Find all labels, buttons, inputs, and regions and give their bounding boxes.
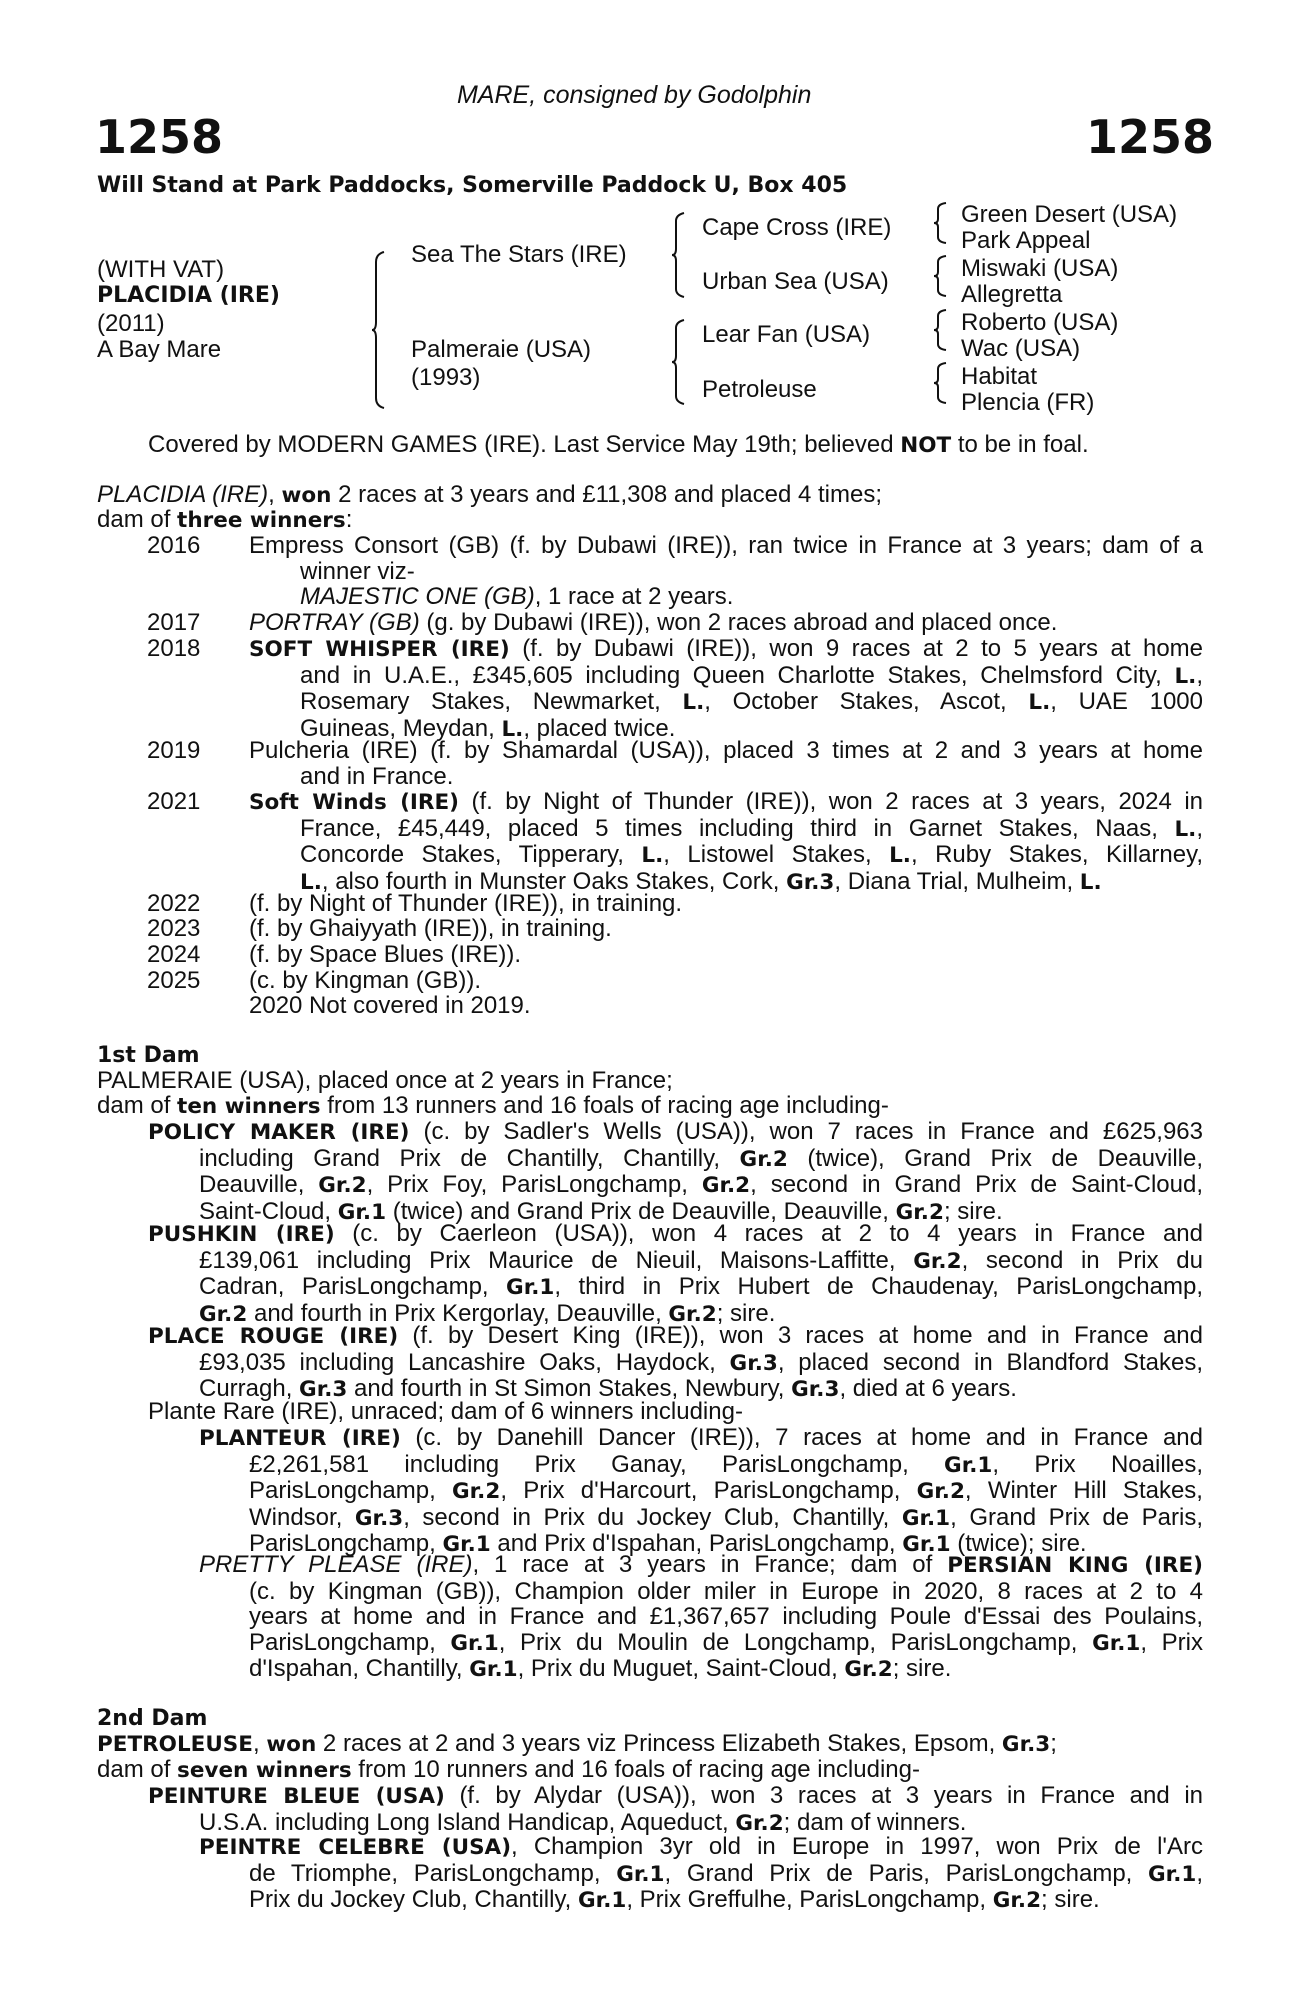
pedigree-dam-dam: Petroleuse <box>702 376 817 403</box>
foal-year: 2017 <box>147 609 201 636</box>
foal-2018: SOFT WHISPER (IRE) (f. by Dubawi (IRE)), won 9 races at 2 to 5 years at home and in U.A.E., £345,605 including Queen Charlotte Stakes, Chelmsford City, L., Rosemary Stakes, Newmarket, L., October Stakes, Ascot, L., UAE 1000 Guineas, Meydan, L., placed twice. <box>249 635 1204 742</box>
covered-note: Covered by MODERN GAMES (IRE). Last Service May 19th; believed NOT to be in foal. <box>148 431 1089 458</box>
stand-location: Will Stand at Park Paddocks, Somerville Paddock U, Box 405 <box>97 173 848 198</box>
pedigree-sire: Sea The Stars (IRE) <box>411 241 627 268</box>
peintre-celebre-entry: PEINTRE CELEBRE (USA), Champion 3yr old in Europe in 1997, won Prix de l'Arc de Triomphe, ParisLongchamp, Gr.1, Grand Prix de Paris, ParisLongchamp, Gr.1, Prix du Jockey Club, Chantilly, Gr.1, Prix Greffulhe, ParisLongchamp, Gr.2; sire. <box>199 1833 1204 1913</box>
pedigree-bracket-ss <box>934 203 948 243</box>
pedigree-dds: Habitat <box>961 363 1038 390</box>
foal-2024: (f. by Space Blues (IRE)). <box>249 941 522 968</box>
pedigree-sdd: Allegretta <box>961 281 1063 308</box>
pedigree-sds: Miswaki (USA) <box>961 255 1119 282</box>
pedigree-bracket-ds <box>934 310 948 350</box>
pedigree-dam: Palmeraie (USA) <box>411 336 592 363</box>
pedigree-dam-year: (1993) <box>411 364 481 391</box>
pedigree-bracket-sd <box>934 256 948 296</box>
plante-rare-entry: Plante Rare (IRE), unraced; dam of 6 winners including- <box>148 1398 743 1425</box>
pedigree-dss: Roberto (USA) <box>961 309 1119 336</box>
foal-year: 2018 <box>147 635 201 662</box>
pedigree-sss: Green Desert (USA) <box>961 201 1178 228</box>
planteur-entry: PLANTEUR (IRE) (c. by Danehill Dancer (IRE)), 7 races at home and in France and £2,261,581 including Prix Ganay, ParisLongchamp, Gr.1, Prix Noailles, ParisLongchamp, Gr.2, Prix d'Harcourt, ParisLongchamp, Gr.2, Winter Hill Stakes, Windsor, Gr.3, second in Prix du Jockey Club, Chantilly, Gr.1, Grand Prix de Paris, ParisLongchamp, Gr.1 and Prix d'Ispahan, ParisLongchamp, Gr.1 (twice); sire. <box>199 1424 1203 1557</box>
foal-2019: Pulcheria (IRE) (f. by Shamardal (USA)), placed 3 times at 2 and 3 years at home and in France. <box>249 737 1203 790</box>
dam-of-summary: dam of three winners: <box>97 506 353 533</box>
pedigree-sire-dam: Urban Sea (USA) <box>702 268 889 295</box>
horse-description: A Bay Mare <box>97 336 222 363</box>
foal-2023: (f. by Ghaiyyath (IRE)), in training. <box>249 915 612 942</box>
pedigree-ddd: Plencia (FR) <box>961 389 1095 416</box>
foal-year: 2025 <box>147 967 201 994</box>
not-covered-note: 2020 Not covered in 2019. <box>249 992 531 1019</box>
pedigree-bracket-sire <box>672 213 686 297</box>
lot-number-right: 1258 <box>1086 110 1215 164</box>
foal-2021: Soft Winds (IRE) (f. by Night of Thunder (IRE)), won 2 races at 3 years, 2024 in France, £45,449, placed 5 times including third in Garnet Stakes, Naas, L., Concorde Stakes, Tipperary, L., Listowel Stakes, L., Ruby Stakes, Killarney, L., also fourth in Munster Oaks Stakes, Cork, Gr.3, Diana Trial, Mulheim, L. <box>249 788 1203 895</box>
place-rouge-entry: PLACE ROUGE (IRE) (f. by Desert King (IRE)), won 3 races at home and in France and £93,035 including Lancashire Oaks, Haydock, Gr.3, placed second in Blandford Stakes, Curragh, Gr.3 and fourth in St Simon Stakes, Newbury, Gr.3, died at 6 years. <box>148 1322 1204 1402</box>
lot-number-left: 1258 <box>95 110 224 164</box>
foal-year: 2021 <box>147 788 201 815</box>
pedigree-bracket-1 <box>372 252 386 408</box>
pushkin-entry: PUSHKIN (IRE) (c. by Caerleon (USA)), won 4 races at 2 to 4 years in France and £139,061 including Prix Maurice de Nieuil, Maisons-Laffitte, Gr.2, second in Prix du Cadran, ParisLongchamp, Gr.1, third in Prix Hubert de Chaudenay, ParisLongchamp, Gr.2 and fourth in Prix Kergorlay, Deauville, Gr.2; sire. <box>148 1220 1204 1327</box>
foal-year: 2022 <box>147 890 201 917</box>
pedigree-ssd: Park Appeal <box>961 227 1091 254</box>
horse-name: PLACIDIA (IRE) <box>97 283 280 308</box>
foal-year: 2019 <box>147 737 201 764</box>
pedigree-dsd: Wac (USA) <box>961 335 1081 362</box>
foal-year: 2016 <box>147 532 201 559</box>
pretty-please-entry: PRETTY PLEASE (IRE), 1 race at 3 years in France; dam of PERSIAN KING (IRE) (c. by Kingman (GB)), Champion older miler in Europe in 2020, 8 races at 2 to 4 years at home and in France and £1,367,657 including Poule d'Essai des Poulains, ParisLongchamp, Gr.1, Prix du Moulin de Longchamp, ParisLongchamp, Gr.1, Prix d'Ispahan, Chantilly, Gr.1, Prix du Muguet, Saint-Cloud, Gr.2; sire. <box>199 1551 1203 1682</box>
first-dam-summary: dam of ten winners from 13 runners and 16 foals of racing age including- <box>97 1092 889 1119</box>
pedigree-sire-sire: Cape Cross (IRE) <box>702 214 892 241</box>
first-dam-record: PALMERAIE (USA), placed once at 2 years in France; <box>97 1067 673 1094</box>
second-dam-summary: dam of seven winners from 10 runners and 16 foals of racing age including- <box>97 1756 920 1783</box>
horse-year: (2011) <box>97 310 165 337</box>
second-dam-record: PETROLEUSE, won 2 races at 2 and 3 years viz Princess Elizabeth Stakes, Epsom, Gr.3; <box>97 1730 1057 1757</box>
peinture-bleue-entry: PEINTURE BLEUE (USA) (f. by Alydar (USA)), won 3 races at 3 years in France and in U.S.A. including Long Island Handicap, Aqueduct, Gr.2; dam of winners. <box>148 1782 1203 1836</box>
second-dam-heading: 2nd Dam <box>97 1706 208 1731</box>
foal-2025: (c. by Kingman (GB)). <box>249 967 482 994</box>
foal-year: 2024 <box>147 941 201 968</box>
foal-2016: Empress Consort (GB) (f. by Dubawi (IRE)), ran twice in France at 3 years; dam of a winner viz- MAJESTIC ONE (GB), 1 race at 2 years. <box>249 532 1203 610</box>
race-record: PLACIDIA (IRE), won 2 races at 3 years and £11,308 and placed 4 times; <box>97 481 883 508</box>
foal-2017: PORTRAY (GB) (g. by Dubawi (IRE)), won 2 races abroad and placed once. <box>249 609 1058 636</box>
first-dam-heading: 1st Dam <box>97 1043 200 1068</box>
pedigree-bracket-dd <box>934 363 948 403</box>
pedigree-dam-sire: Lear Fan (USA) <box>702 321 871 348</box>
pedigree-bracket-dam <box>672 320 686 404</box>
foal-year: 2023 <box>147 915 201 942</box>
foal-2022: (f. by Night of Thunder (IRE)), in training. <box>249 890 683 917</box>
vat-note: (WITH VAT) <box>97 256 225 283</box>
page-subtitle: MARE, consigned by Godolphin <box>457 81 812 109</box>
policy-maker-entry: POLICY MAKER (IRE) (c. by Sadler's Wells (USA)), won 7 races in France and £625,963 including Grand Prix de Chantilly, Chantilly, Gr.2 (twice), Grand Prix de Deauville, Deauville, Gr.2, Prix Foy, ParisLongchamp, Gr.2, second in Grand Prix de Saint-Cloud, Saint-Cloud, Gr.1 (twice) and Grand Prix de Deauville, Deauville, Gr.2; sire. <box>148 1118 1204 1225</box>
